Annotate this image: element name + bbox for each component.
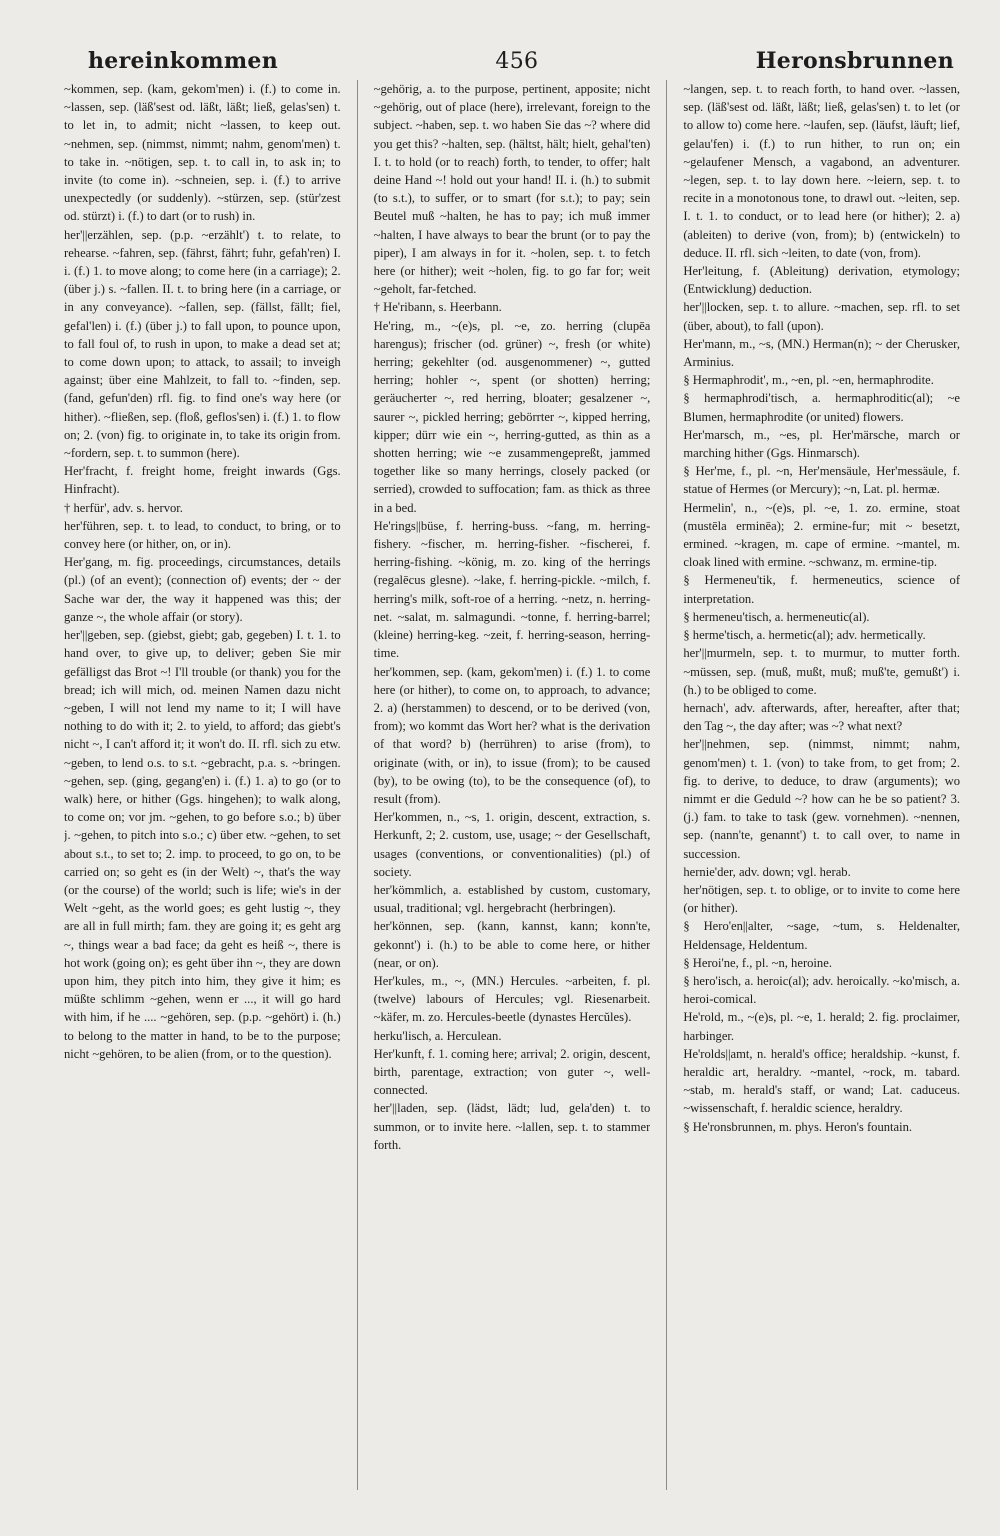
dictionary-entry: hernie'der, adv. down; vgl. herab. xyxy=(683,864,851,879)
dictionary-entry: her'nötigen, sep. t. to oblige, or to invite to come here (or hither). xyxy=(683,882,961,916)
dictionary-entry: Her'marsch, m., ~es, pl. Her'märsche, march or marching hither (Ggs. Hinmarsch). xyxy=(683,427,961,461)
dictionary-entry: her'können, sep. (kann, kannst, kann; konn'te, gekonnt') i. (h.) to be able to come here, or hither (near, or on). xyxy=(373,919,651,970)
dictionary-entry: her'||erzählen, sep. (p.p. ~erzählt') t. to relate, to rehearse. ~fahren, sep. (fährst, fährt; fuhr, gefah'ren) I. i. (f.) 1. to move along; to come here (in a carriage); 2. (über j.) s. ~fallen. II. t. to bring here (in a carriage, or in any conveyance). ~fallen, sep. (fällst, fällt; fiel, gefal'len) i. (f.) (über j.) to fall upon, to pounce upon, to fall foul of, to rush in upon, to make a dead set at; to come down upon; to attack, to assail; to inveigh against; über eine Mahlzeit, to fall to. ~finden, sep. (fand, gefun'den) rfl. fig. to find one's way here (or hither). ~fließen, sep. (floß, geflos'sen) i. (f.) 1. to flow on; 2. (von) fig. to originate in, to take its origin from. ~fordern, sep. t. to summon (here). xyxy=(64,227,341,461)
dictionary-entry: § hermaphrodi'tisch, a. hermaphroditic(al); ~e Blumen, hermaphrodite (or united) flowers. xyxy=(683,391,961,424)
dictionary-entry: her'||nehmen, sep. (nimmst, nimmt; nahm, genom'men) t. 1. (von) to take from, to get from; 2. fig. to derive, to deduce, to draw (arguments); wo nimmt er die Geduld ~? how can he be so patient? 3. (j.) fam. to take to task (gew. vornehmen). ~nennen, sep. (nann'te, genannt') t. to call over, to name in succession. xyxy=(683,737,961,861)
columns xyxy=(64,80,960,1490)
page-number: 456 xyxy=(495,49,539,74)
column-divider xyxy=(666,80,667,1490)
dictionary-entry: § hero'isch, a. heroic(al); adv. heroically. ~ko'misch, a. heroi-comical. xyxy=(683,973,961,1007)
dictionary-entry: hernach', adv. afterwards, after, hereafter, after that; den Tag ~, the day after; was ~? what next? xyxy=(683,700,961,734)
dictionary-entry: her'kommen, sep. (kam, gekom'men) i. (f.) 1. to come here (or hither), to come on, to approach, to advance; 2. a) (herstammen) to descend, or to be derived (von, from); wo kommt das Wort her? what is the derivation of that word? b) (herrühren) to arise (from), to originate (with, or in), to issue (from); to be caused (by), to be owing (to), to be the consequence (of), to result (from). xyxy=(373,664,651,806)
dictionary-entry: § Heroi'ne, f., pl. ~n, heroine. xyxy=(683,955,832,970)
dictionary-entry: her'||murmeln, sep. t. to murmur, to mutter forth. ~müssen, sep. (muß, mußt, muß; muß'te, gemußt') i. (h.) to be obliged to come. xyxy=(683,646,961,697)
dictionary-entry: † He'ribann, s. Heerbann. xyxy=(373,300,502,315)
dictionary-entry: her'||geben, sep. (giebst, giebt; gab, gegeben) I. t. 1. to hand over, to give up, to deliver; geben Sie mir gefälligst das Brot ~! I'll trouble (or thank) you for the bread; ich will mich, od. meinen Namen dazu nicht ~geben, I will not lend my name to it; I will have nothing to do with it; 2. to yield, to afford; das giebt's nicht ~, I can't afford it; it won't do. II. rfl. sich zu etw. ~geben, to lend o.s. to s.t. ~gebracht, p.a. s. ~bringen. ~gehen, sep. (ging, gegang'en) i. (f.) 1. a) to go (or to walk) here, or hither (Ggs. hingehen); to walk along, to come on; vor jm. ~gehen, to go before s.o.; b) über j. ~gehen, to pitch into s.o.; c) über etw. ~gehen, to set about s.t., to set to; 2. imp. to proceed, to go on, to be carried on; so geht es (in der Welt) ~, that's the way (or the course) of the world; such is life; wie's in der Welt ~geht, as the world goes; es geht lustig ~, they are all in full mirth; fam. they are going it; es geht arg ~, things wear a bad face; da geht es heiß ~, there is hot work (going on); es geht über ihn ~, they are down upon him, they pitch into him, they give it him; es müßte schlimm ~gehen, wenn er ..., it will go hard with him, if he .... ~gehören, sep. (p.p. ~gehört) i. (h.) to belong to the matter in hand, to be to the purpose; nicht ~gehören, to be alien (from, or to the question). xyxy=(64,628,341,1061)
dictionary-entry: Her'kunft, f. 1. coming here; arrival; 2. origin, descent, birth, parentage, extraction; von guter ~, well-connected. xyxy=(373,1046,651,1098)
dictionary-entry: her'kömmlich, a. established by custom, customary, usual, traditional; vgl. hergebracht (herbringen). xyxy=(373,882,651,916)
dictionary-entry: Hermelin', n., ~(e)s, pl. ~e, 1. zo. ermine, stoat (mustēla erminēa); 2. ermine-fur; mit ~ besetzt, ermined. ~kragen, m. cape of ermine. ~mantel, m. cloak lined with ermine. ~schwanz, m. ermine-tip. xyxy=(683,500,961,570)
dictionary-entry: Her'fracht, f. freight home, freight inwards (Ggs. Hinfracht). xyxy=(64,464,341,497)
dictionary-entry: her'||laden, sep. (lädst, lädt; lud, gela'den) t. to summon, or to invite here. ~lallen, sep. t. to stammer forth. xyxy=(373,1101,651,1152)
column-right xyxy=(683,80,960,1490)
dictionary-entry: § hermeneu'tisch, a. hermeneutic(al). xyxy=(683,609,870,624)
dictionary-entry: He'rold, m., ~(e)s, pl. ~e, 1. herald; 2. fig. proclaimer, harbinger. xyxy=(683,1010,961,1043)
dictionary-entry: Her'gang, m. fig. proceedings, circumstances, details (pl.) (of an event); (connection of) events; der ~ der Sache war der, the way it happened was this; der ganze ~, the whole affair (or story). xyxy=(64,555,341,624)
column-left xyxy=(64,80,341,1490)
dictionary-entry: § herme'tisch, a. hermetic(al); adv. hermetically. xyxy=(683,628,926,643)
dictionary-entry: Her'leitung, f. (Ableitung) derivation, etymology; (Entwicklung) deduction. xyxy=(683,264,961,297)
dictionary-entry: herku'lisch, a. Herculean. xyxy=(373,1028,502,1043)
dictionary-entry: § Hero'en||alter, ~sage, ~tum, s. Heldenalter, Heldensage, Heldentum. xyxy=(683,919,961,952)
dictionary-entry: ~gehörig, a. to the purpose, pertinent, apposite; nicht ~gehörig, out of place (here), irrelevant, foreign to the subject. ~haben, sep. t. wo haben Sie das ~? where did you get this? ~halten, sep. (hältst, hält; hielt, gehal'ten) I. t. to hold (or to reach) forth, to tender, to offer; halt deine Hand ~! hold out your hand! II. i. (h.) to submit (to s.t.), to suffer, or to smart (for s.t.); to pay; sein Beutel muß ~halten, he has to pay; ich muß immer ~halten, I have always to bear the brunt (or to pay the piper), I am always in for it. ~holen, sep. t. to fetch here (or hither); weit ~holen, fig. to go far for; weit ~geholt, far-fetched. xyxy=(373,82,651,297)
dictionary-entry: † herfür', adv. s. hervor. xyxy=(64,500,183,515)
dictionary-entry: Her'mann, m., ~s, (MN.) Herman(n); ~ der Cherusker, Arminius. xyxy=(683,336,961,370)
running-head xyxy=(64,48,960,80)
header-left-word: hereinkommen xyxy=(88,48,278,74)
dictionary-entry: He'ring, m., ~(e)s, pl. ~e, zo. herring (clupēa harengus); frischer (od. grüner) ~, fresh (or white) herring; gekehlter (od. ausgenommener) ~, gutted herring; hohler ~, spent (or shotten) herring; geräucherter ~, red herring, bloater; gesalzener ~, saurer ~, pickled herring; gebörrter ~, kipped herring, kipper; dürr wie ein ~, herring-gutted, as thin as a shotten herring; wie ~e zusammengepreßt, jammed together like so many herrings, closely packed (or serried), crowded to suffocation; fam. as thick as three in a bed. xyxy=(373,318,651,515)
dictionary-entry: § Hermeneu'tik, f. hermeneutics, science of interpretation. xyxy=(683,573,961,606)
dictionary-entry: § Hermaphrodit', m., ~en, pl. ~en, hermaphrodite. xyxy=(683,373,934,388)
dictionary-entry: ~kommen, sep. (kam, gekom'men) i. (f.) to come in. ~lassen, sep. (läß'sest od. läßt, läßt; ließ, gelas'sen) t. to let in, to admit; nicht ~lassen, to keep out. ~nehmen, sep. (nimmst, nimmt; nahm, genom'men) t. to take in. ~nötigen, sep. t. to call in, to ask in; to invite (to come in). ~schneien, sep. i. (f.) to arrive unexpectedly (or suddenly). ~stürzen, sep. (stür'zest od. stürzt) i. (f.) to dart (or to rush) in. xyxy=(64,82,341,224)
dictionary-entry: § He'ronsbrunnen, m. phys. Heron's fountain. xyxy=(683,1119,913,1134)
dictionary-entry: Her'kules, m., ~, (MN.) Hercules. ~arbeiten, f. pl. (twelve) labours of Hercules; vgl. Riesenarbeit. ~käfer, m. zo. Hercules-beetle (dynastes Hercŭles). xyxy=(373,973,651,1025)
column-divider xyxy=(357,80,358,1490)
dictionary-entry: her'||locken, sep. t. to allure. ~machen, sep. rfl. to set (über, about), to fall (upon). xyxy=(683,300,961,333)
header-right-word: Heronsbrunnen xyxy=(755,48,954,74)
dictionary-entry: ~langen, sep. t. to reach forth, to hand over. ~lassen, sep. (läß'sest od. läßt, läßt; ließ, gelas'sen) t. to let (or to allow to) come here. ~laufen, sep. (läufst, läuft; lief, gelau'fen) i. (f.) to run hither, to run on; ein ~gelaufener Mensch, a vagabond, an adventurer. ~legen, sep. t. to lay down here. ~leiern, sep. t. to recite in a monotonous tone, to drawl out. ~leiten, sep. I. t. 1. to conduct, or to lead here (or hither); 2. a) (ableiten) to derive (von, from); b) (entwickeln) to deduce. II. rfl. sich ~leiten, to date (von, from). xyxy=(683,82,961,260)
column-middle xyxy=(374,80,651,1490)
dictionary-entry: her'führen, sep. t. to lead, to conduct, to bring, or to convey here (or hither, on, or in). xyxy=(64,518,341,552)
dictionary-entry: He'rings||büse, f. herring-buss. ~fang, m. herring-fishery. ~fischer, m. herring-fisher. ~fischerei, f. herring-fishing. ~könig, m. zo. king of the herrings (regalēcus glesne). ~lake, f. herring-pickle. ~milch, f. herring's milk, soft-roe of a herring. ~netz, n. herring-net. ~salat, m. salmagundi. ~tonne, f. herring-barrel; (kleine) herring-keg. ~zeit, f. herring-season, herring-time. xyxy=(373,518,651,661)
dictionary-entry: § Her'me, f., pl. ~n, Her'mensäule, Her'messäule, f. statue of Hermes (or Mercury); ~n, Lat. pl. hermæ. xyxy=(683,464,961,497)
dictionary-entry: Her'kommen, n., ~s, 1. origin, descent, extraction, s. Herkunft, 2; 2. custom, use, usage; ~ der Gesellschaft, usages (conventions, or conventionalities) (pl.) of society. xyxy=(373,810,651,879)
dictionary-entry: He'rolds||amt, n. herald's office; heraldship. ~kunst, f. heraldic art, heraldry. ~mantel, ~rock, m. tabard. ~stab, m. herald's staff, or wand; Lat. caduceus. ~wissenschaft, f. heraldic science, heraldry. xyxy=(683,1046,961,1116)
